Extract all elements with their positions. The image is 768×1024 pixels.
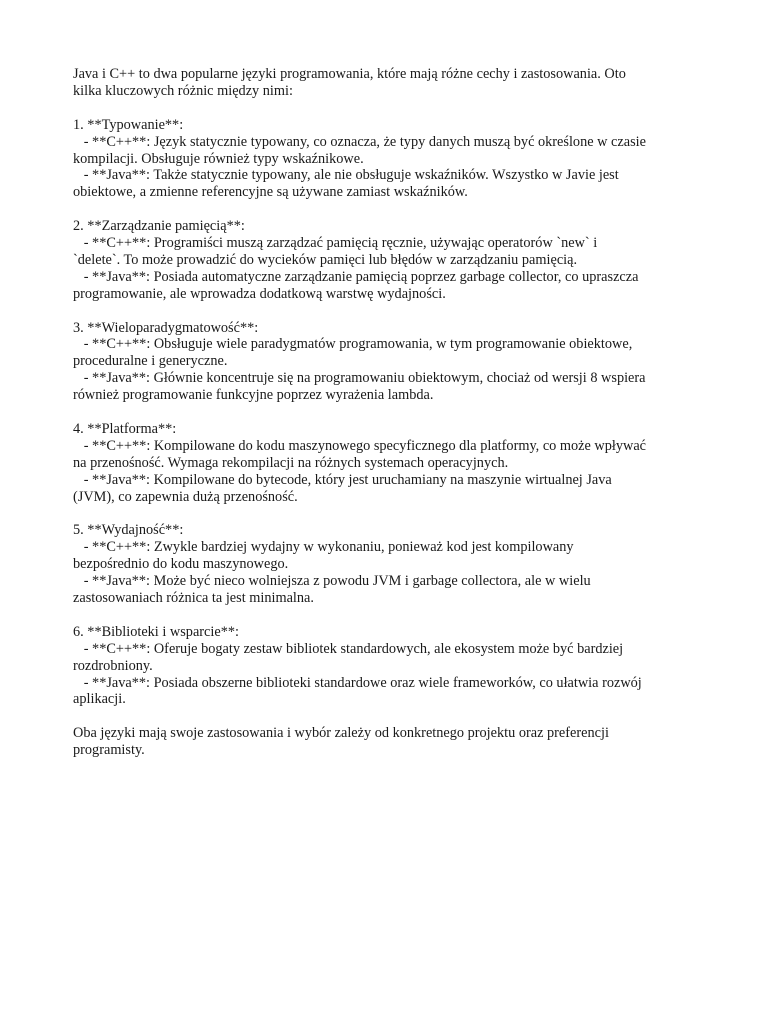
section-heading: 1. **Typowanie**: — [73, 116, 184, 133]
text-line: na przenośność. Wymaga rekompilacji na różnych systemach operacyjnych. — [73, 454, 509, 471]
text-line: rozdrobniony. — [73, 657, 153, 674]
section-heading: 3. **Wieloparadygmatowość**: — [73, 319, 259, 336]
section-biblioteki — [73, 624, 703, 709]
text-line: - **Java**: Także statycznie typowany, ale nie obsługuje wskaźników. Wszystko w Javie jest — [73, 167, 619, 184]
text-line: Java i C++ to dwa popularne języki programowania, które mają różne cechy i zastosowania. Oto — [73, 66, 626, 82]
section-heading: 2. **Zarządzanie pamięcią**: — [73, 218, 245, 235]
text-line: - **C++**: Obsługuje wiele paradygmatów programowania, w tym programowanie obiektowe, — [73, 336, 633, 353]
conclusion-paragraph — [73, 725, 703, 759]
text-line: (JVM), co zapewnia dużą przenośność. — [73, 488, 298, 505]
text-line: - **C++**: Oferuje bogaty zestaw bibliotek standardowych, ale ekosystem może być bardziej — [73, 640, 624, 657]
intro-paragraph — [73, 66, 703, 100]
text-line: - **Java**: Głównie koncentruje się na programowaniu obiektowym, chociaż od wersji 8 wspiera — [73, 370, 646, 387]
section-heading: 6. **Biblioteki i wsparcie**: — [73, 623, 239, 640]
text-line: obiektowe, a zmienne referencyjne są używane zamiast wskaźników. — [73, 184, 468, 201]
text-line: proceduralne i generyczne. — [73, 353, 228, 370]
document-page — [73, 66, 703, 776]
text-line: zastosowaniach różnica ta jest minimalna. — [73, 590, 314, 607]
text-line: - **C++**: Programiści muszą zarządzać pamięcią ręcznie, używając operatorów `new` i — [73, 235, 598, 252]
text-line: kilka kluczowych różnic między nimi: — [73, 82, 293, 99]
section-heading: 5. **Wydajność**: — [73, 522, 184, 539]
text-line: - **Java**: Posiada automatyczne zarządzanie pamięcią poprzez garbage collector, co upraszcza — [73, 268, 639, 285]
section-heading: 4. **Platforma**: — [73, 420, 177, 437]
section-wieloparadygmatowosc — [73, 320, 703, 405]
text-line: - **C++**: Język statycznie typowany, co oznacza, że typy danych muszą być określone w czasie — [73, 133, 646, 150]
text-line: - **C++**: Kompilowane do kodu maszynowego specyficznego dla platformy, co może wpływać — [73, 437, 647, 454]
text-line: programisty. — [73, 742, 145, 759]
section-platforma — [73, 421, 703, 506]
section-wydajnosc — [73, 522, 703, 607]
text-line: programowanie, ale wprowadza dodatkową warstwę wydajności. — [73, 285, 446, 302]
section-zarzadzanie-pamiecia — [73, 218, 703, 303]
text-line: aplikacji. — [73, 691, 126, 708]
section-typowanie — [73, 117, 703, 202]
text-line: - **C++**: Zwykle bardziej wydajny w wykonaniu, ponieważ kod jest kompilowany — [73, 539, 574, 556]
text-line: Oba języki mają swoje zastosowania i wybór zależy od konkretnego projektu oraz preferencji — [73, 725, 609, 742]
text-line: - **Java**: Posiada obszerne biblioteki standardowe oraz wiele frameworków, co ułatwia rozwój — [73, 674, 642, 691]
text-line: `delete`. To może prowadzić do wycieków pamięci lub błędów w zarządzaniu pamięcią. — [73, 251, 578, 268]
text-line: bezpośrednio do kodu maszynowego. — [73, 556, 289, 573]
text-line: kompilacji. Obsługuje również typy wskaźnikowe. — [73, 150, 364, 167]
text-line: również programowanie funkcyjne poprzez wyrażenia lambda. — [73, 387, 434, 404]
text-line: - **Java**: Kompilowane do bytecode, który jest uruchamiany na maszynie wirtualnej Java — [73, 471, 612, 488]
text-line: - **Java**: Może być nieco wolniejsza z powodu JVM i garbage collectora, ale w wielu — [73, 573, 591, 590]
